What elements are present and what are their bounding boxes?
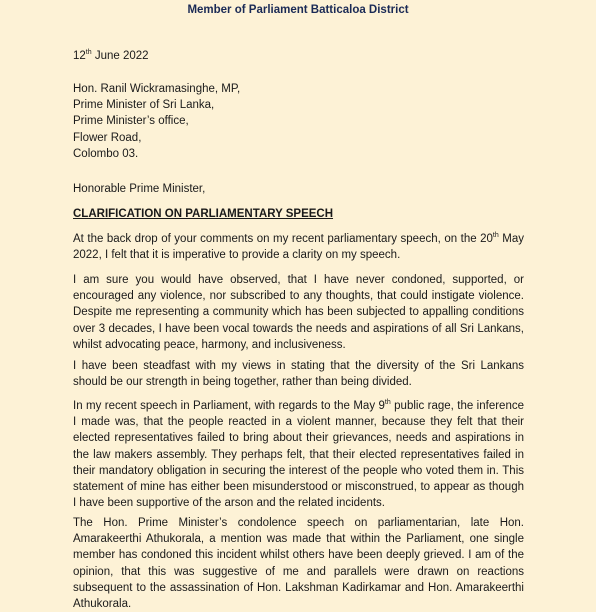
body-paragraph [73, 231, 524, 263]
paragraph-text: At the back drop of your comments on my recent parliamentary speech, on the 20 [73, 233, 493, 245]
ordinal-suffix: th [492, 232, 499, 239]
body-paragraph: The Hon. Prime Minister’s condolence speech on parliamentarian, late Hon. Amarakeerthi Athukorala, a mention was made that within the Parliament, one single member has condoned this incident whilst others have been deeply grieved. I am of the opinion, that this was suggestive of me and parallels were drawn on reactions subsequent to the assassination of Hon. Lakshman Kadirkamar and Hon. Amarakeerthi Athukorala. [73, 517, 524, 611]
subject-heading: CLARIFICATION ON PARLIAMENTARY SPEECH [73, 208, 334, 220]
date-suffix: th [85, 49, 92, 56]
ordinal-suffix: th [384, 399, 391, 406]
body-paragraph: I am sure you would have observed, that I have never condoned, supported, or encouraged any violence, nor subscribed to any thoughts, that could instigate violence. Despite me representing a community which has been subjected to appalling conditions over 3 decades, I have been vocal towards the needs and aspirations of all Sri Lankans, whilst advocating peace, harmony, and inclusiveness. [73, 274, 524, 351]
salutation: Honorable Prime Minister, [73, 183, 206, 195]
paragraph-text: In my recent speech in Parliament, with regards to the May 9 [73, 400, 385, 412]
body-paragraph [73, 398, 524, 511]
body-paragraph: I have been steadfast with my views in stating that the diversity of the Sri Lankans should be our strength in being together, rather than being divided. [73, 360, 524, 389]
date-rest: June 2022 [91, 50, 149, 62]
address-line: Hon. Ranil Wickramasinghe, MP, [73, 83, 241, 95]
recipient-address [73, 81, 240, 162]
letter-date [73, 49, 149, 62]
address-line: Prime Minister of Sri Lanka, [73, 99, 215, 112]
address-line: Prime Minister’s office, [73, 115, 189, 128]
date-day: 12 [73, 50, 86, 62]
address-line: Colombo 03. [73, 147, 139, 160]
paragraph-text: May 2022, I felt that it is imperative to provide a clarity on my speech. [73, 233, 525, 262]
address-line: Flower Road, [73, 131, 142, 144]
paragraph-text: public rage, the inference I made was, that the people reacted in a violent manner, because they felt that their elected representatives failed to bring about their grievances, needs and aspirations in the law makers assembly. They perhaps felt, that their elected representatives failed in their mandatory obligation in securing the interest of the people who voted them in. This statement of mine has either been misunderstood or misconstrued, to appear as though I have been supportive of the arson and the related incidents. [73, 400, 524, 510]
letterhead-subtitle: Member of Parliament Batticaloa District [187, 4, 409, 16]
